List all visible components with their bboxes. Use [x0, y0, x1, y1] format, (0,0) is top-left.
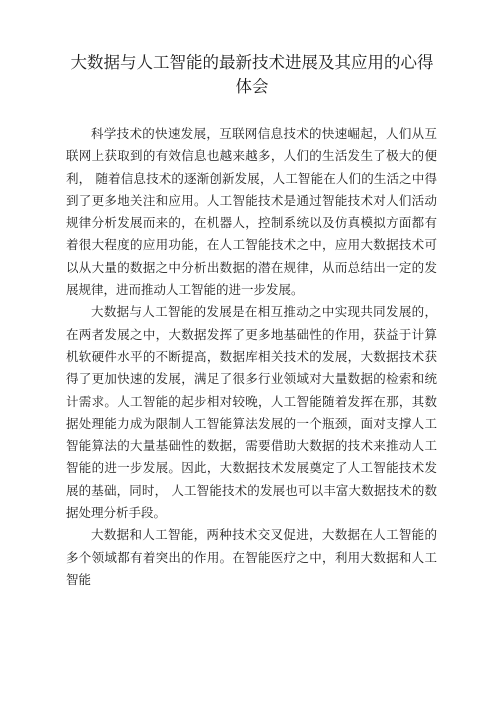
document-body: [66, 123, 437, 591]
paragraph-3: 大数据和人工智能，两种技术交叉促进，大数据在人工智能的多个领域都有着突出的作用。在智能医疗之中，利用大数据和人工智能: [66, 527, 437, 587]
paragraph-2: 大数据与人工智能的发展是在相互推动之中实现共同发展的，在两者发展之中，大数据发挥了更多地基础性的作用，获益于计算机软硬件水平的不断提高，数据库相关技术的发展，大数据技术获得了更加快速的发展，满足了很多行业领域对大量数据的检索和统计需求。人工智能的起步相对较晚，人工智能随着发挥在那，其数据处理能力成为限制人工智能算法发展的一个瓶颈，面对支撑人工智能算法的大量基础性的数据，需要借助大数据的技术来推动人工智能的进一步发展。因此，大数据技术发展奠定了人工智能技术发展的基础，同时， 人工智能技术的发展也可以丰富大数据技术的数据处理分析手段。: [66, 304, 437, 521]
paragraph-1: 科学技术的快速发展，互联网信息技术的快速崛起，人们从互联网上获取到的有效信息也越来越多，人们的生活发生了极大的便利， 随着信息技术的逐渐创新发展，人工智能在人们的生活之中得到了更多地关注和应用。人工智能技术是通过智能技术对人们活动规律分析发展而来的，在机器人，控制系统以及仿真模拟方面都有着很大程度的应用功能，在人工智能技术之中，应用大数据技术可以从大量的数据之中分析出数据的潜在规律，从而总结出一定的发展规律，进而推动人工智能的进一步发展。: [66, 126, 437, 298]
document-title: 大数据与人工智能的最新技术进展及其应用的心得体会: [70, 53, 434, 96]
